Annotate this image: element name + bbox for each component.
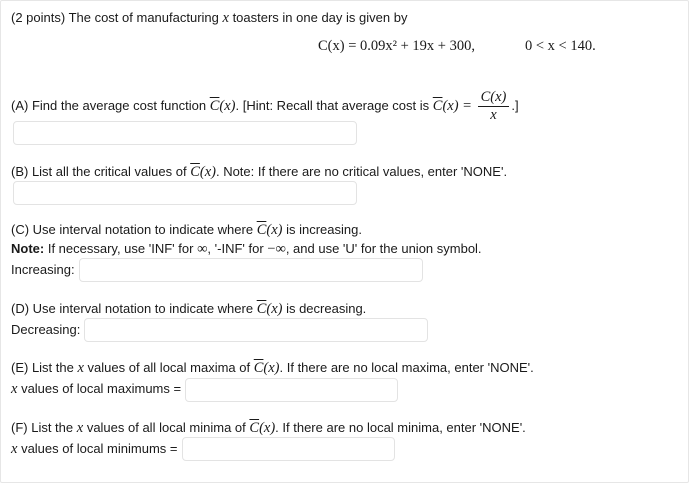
part-b-question <box>11 164 507 180</box>
average-cost-symbol: $\overline{C}$ <box>249 420 260 436</box>
x-variable: x <box>77 360 84 376</box>
increasing-interval-input[interactable] <box>79 258 423 282</box>
local-max-label <box>11 381 181 397</box>
part-d-question <box>11 301 366 317</box>
note-text: , '-INF' for <box>207 241 264 256</box>
part-b-answer-input[interactable] <box>13 181 357 205</box>
average-cost-arg: (x) <box>266 301 283 317</box>
part-b-suffix: . Note: If there are no critical values, enter 'NONE'. <box>215 164 508 179</box>
part-c-note <box>11 241 482 257</box>
part-a-question <box>11 89 519 124</box>
part-a-prefix: (A) Find the average cost function <box>11 98 207 113</box>
local-max-input[interactable] <box>185 378 398 402</box>
increasing-label: Increasing: <box>11 262 75 277</box>
x-variable: x <box>76 420 84 436</box>
fraction-numerator: C(x) <box>478 89 510 107</box>
decreasing-interval-input[interactable] <box>84 318 428 342</box>
cost-equation: C(x) = 0.09x² + 19x + 300, <box>318 38 475 54</box>
x-variable: x <box>11 441 18 457</box>
note-text: , and use 'U' for the union symbol. <box>285 241 482 256</box>
part-f-mid: values of all local minima of <box>86 420 246 435</box>
intro-variable: x <box>222 10 229 26</box>
part-a-hint-start: . [Hint: Recall that average cost is <box>235 98 430 113</box>
infinity-symbol: ∞ <box>197 241 208 257</box>
part-d-suffix: is decreasing. <box>286 301 367 316</box>
fraction-denominator: x <box>490 107 497 124</box>
average-cost-arg: (x) <box>263 360 280 376</box>
problem-intro <box>11 10 407 26</box>
average-cost-symbol: $\overline{C}$ <box>190 164 200 180</box>
local-max-label-text: values of local maximums = <box>21 381 182 396</box>
hint-fraction <box>478 89 510 124</box>
local-min-input[interactable] <box>182 437 395 461</box>
part-c-question <box>11 222 362 238</box>
part-c-prefix: (C) Use interval notation to indicate where <box>11 222 254 237</box>
average-cost-symbol: $\overline{C}$ <box>256 301 267 317</box>
intro-text-end: toasters in one day is given by <box>232 10 408 25</box>
part-a-hint-end: .] <box>511 98 519 113</box>
average-cost-symbol: $\overline{C}$ <box>253 360 264 376</box>
local-min-label <box>11 441 177 457</box>
decreasing-label: Decreasing: <box>11 322 81 337</box>
note-text: If necessary, use 'INF' for <box>47 241 194 256</box>
part-e-mid: values of all local maxima of <box>87 360 251 375</box>
domain-constraint: 0 < x < 140. <box>525 38 596 54</box>
intro-text: (2 points) The cost of manufacturing <box>11 10 219 25</box>
negative-infinity-symbol: −∞ <box>267 241 286 257</box>
part-e-prefix: (E) List the <box>11 360 74 375</box>
note-label: Note: <box>11 241 45 256</box>
local-min-label-text: values of local minimums = <box>21 441 178 456</box>
part-a-answer-input[interactable] <box>13 121 357 145</box>
part-f-suffix: . If there are no local minima, enter 'NONE'. <box>275 420 526 435</box>
hint-average-cost-arg: (x) = <box>442 98 472 114</box>
average-cost-symbol: $\overline{C}$ <box>209 98 220 114</box>
part-b-prefix: (B) List all the critical values of <box>11 164 187 179</box>
average-cost-arg: (x) <box>219 98 236 114</box>
part-f-question <box>11 420 526 436</box>
average-cost-symbol: $\overline{C}$ <box>256 222 267 238</box>
part-c-suffix: is increasing. <box>286 222 362 237</box>
part-e-question <box>11 360 534 376</box>
average-cost-arg: (x) <box>266 222 283 238</box>
part-d-prefix: (D) Use interval notation to indicate where <box>11 301 254 316</box>
part-f-prefix: (F) List the <box>11 420 74 435</box>
part-e-suffix: . If there are no local maxima, enter 'NONE'. <box>279 360 534 375</box>
average-cost-arg: (x) <box>199 164 216 180</box>
hint-average-cost-symbol: $\overline{C}$ <box>432 98 443 114</box>
x-variable: x <box>11 381 18 397</box>
average-cost-arg: (x) <box>259 420 276 436</box>
